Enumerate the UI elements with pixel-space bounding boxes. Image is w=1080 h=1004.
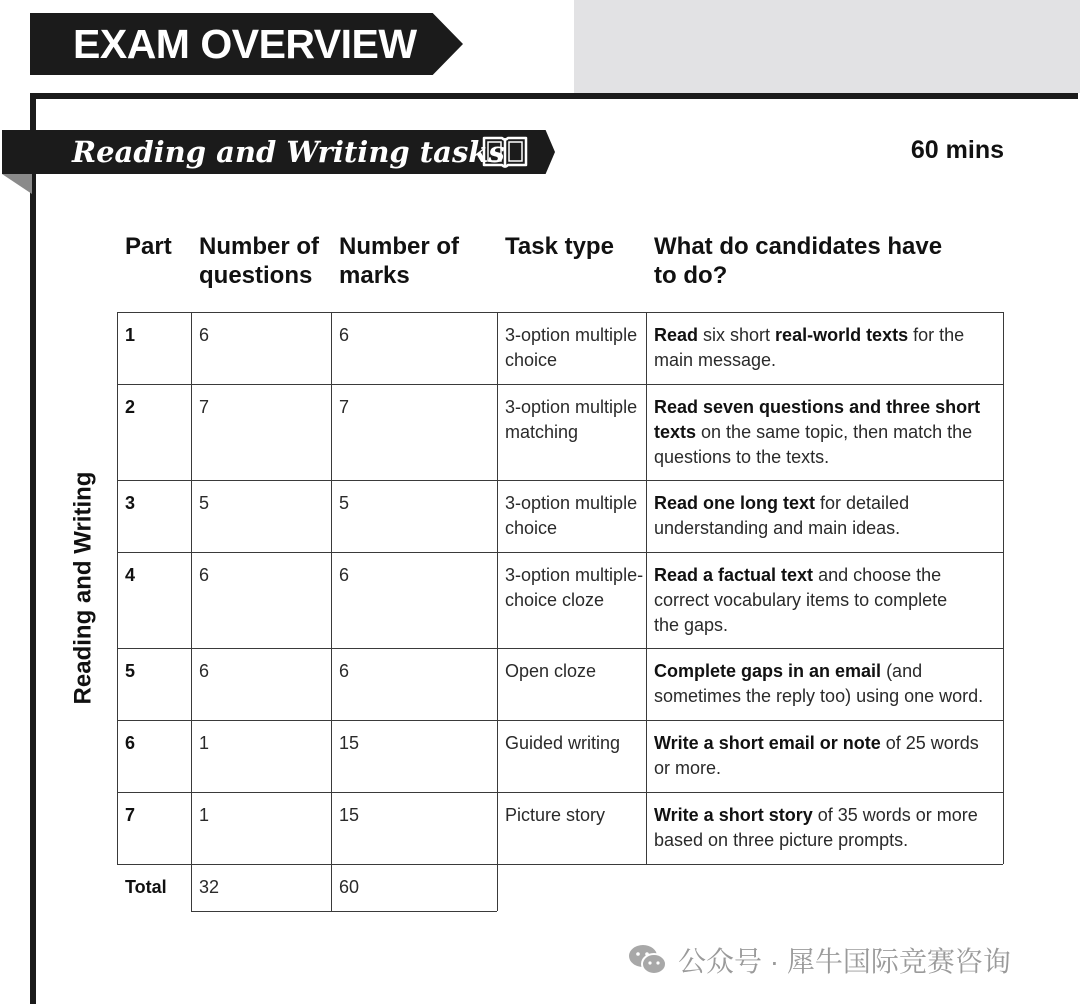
grid-line [117,552,1003,553]
description-text: six short [698,325,776,345]
row-task-type [505,659,645,684]
description-line [654,516,994,541]
watermark [628,940,1011,980]
description-line [654,491,994,516]
description-bold: Read one long text [654,493,816,513]
banner-title: EXAM OVERVIEW [73,21,417,67]
description-text: of 25 words [880,733,979,753]
frame-top-border [30,93,1078,99]
header-task-type: Task type [505,233,614,260]
row-task-type [505,803,645,828]
description-line [654,756,994,781]
watermark-text: 公众号 · 犀牛国际竞赛咨询 [678,946,1011,977]
row-marks: 6 [339,565,350,585]
description-bold: Read [654,325,699,345]
row-questions: 1 [199,733,210,753]
section-bar-fold [2,174,32,194]
grid-line [191,312,192,864]
row-part: 3 [125,493,136,513]
description-text: and choose the [813,565,942,585]
row-questions: 5 [199,493,210,513]
description-line [654,323,994,348]
total-label: Total [125,877,167,897]
task-type-line: Picture story [505,805,606,825]
description-text: main message. [654,350,777,370]
row-part: 1 [125,325,136,345]
row-questions: 6 [199,325,210,345]
description-text: sometimes the reply too) using one word. [654,686,984,706]
row-marks: 6 [339,661,350,681]
task-type-line: choice [505,350,558,370]
row-questions: 6 [199,661,210,681]
description-text: of 35 words or more [812,805,978,825]
grid-line [117,864,1003,865]
description-text: (and [881,661,923,681]
row-task-type [505,731,645,756]
grid-line [117,480,1003,481]
description-text: for detailed [815,493,910,513]
description-bold: Read a factual text [654,565,814,585]
side-label-text: Reading and Writing [69,471,97,704]
description-line [654,659,994,684]
header-todo-line: What do candidates have [654,233,943,260]
row-marks: 7 [339,397,350,417]
grid-line [117,720,1003,721]
grid-line [191,864,192,911]
row-part: 6 [125,733,136,753]
section-duration: 60 mins [910,136,1004,164]
grid-line [191,911,497,912]
row-part: 2 [125,397,136,417]
grid-line [331,312,332,864]
row-description [654,803,994,853]
description-text: for the [908,325,965,345]
frame-left-border [30,93,36,1004]
wechat-icon [628,943,668,977]
task-type-line: 3-option multiple [505,397,638,417]
description-line [654,588,994,613]
row-part: 7 [125,805,136,825]
header-todo [654,232,942,290]
row-task-type [505,491,645,541]
task-type-line: Guided writing [505,733,621,753]
description-text: or more. [654,758,722,778]
task-type-line: Open cloze [505,661,597,681]
description-bold: Write a short story [654,805,813,825]
description-text: on the same topic, then match the [696,422,973,442]
description-bold: Complete gaps in an email [654,661,882,681]
task-type-line: choice [505,518,558,538]
grid-line [117,384,1003,385]
row-description [654,491,994,541]
grid-line [117,312,1003,313]
row-task-type [505,563,645,613]
description-text: questions to the texts. [654,447,830,467]
description-line [654,731,994,756]
task-type-line: matching [505,422,579,442]
total-questions: 32 [199,877,220,897]
description-line [654,395,994,420]
description-line [654,828,994,853]
task-type-line: 3-option multiple- [505,565,644,585]
header-questions-line: Number of [199,233,319,260]
header-marks-line: marks [339,262,410,289]
row-questions: 6 [199,565,210,585]
header-questions-line: questions [199,262,313,289]
row-description [654,731,994,781]
row-questions: 7 [199,397,210,417]
task-type-line: choice cloze [505,590,605,610]
header-marks [339,232,459,290]
description-text: the gaps. [654,615,729,635]
grid-line [497,312,498,864]
grid-line [117,792,1003,793]
description-bold: texts [654,422,697,442]
header-gray-panel [574,0,1080,93]
description-line [654,684,994,709]
grid-line [497,864,498,911]
description-text: based on three picture prompts. [654,830,909,850]
row-description [654,659,994,709]
description-line [654,563,994,588]
row-part: 4 [125,565,136,585]
row-marks: 6 [339,325,350,345]
grid-line [331,864,332,911]
row-part: 5 [125,661,136,681]
section-title: Reading and Writing tasks [72,135,505,169]
description-bold: real-world texts [775,325,909,345]
description-bold: Read seven questions and three short [654,397,981,417]
row-description [654,395,994,470]
row-task-type [505,395,645,445]
task-type-line: 3-option multiple [505,325,638,345]
header-todo-line: to do? [654,262,728,289]
description-line [654,420,994,445]
description-line [654,445,994,470]
open-book-icon [481,134,529,170]
row-marks: 5 [339,493,350,513]
row-description [654,563,994,638]
description-text: understanding and main ideas. [654,518,901,538]
grid-line [117,648,1003,649]
description-line [654,803,994,828]
grid-line [646,312,647,864]
description-text: correct vocabulary items to complete [654,590,948,610]
header-questions [199,232,319,290]
side-label [65,470,101,705]
row-marks: 15 [339,805,360,825]
header-marks-line: Number of [339,233,459,260]
task-type-line: 3-option multiple [505,493,638,513]
row-marks: 15 [339,733,360,753]
grid-line [117,312,118,864]
total-marks: 60 [339,877,360,897]
description-line [654,613,994,638]
row-description [654,323,994,373]
row-questions: 1 [199,805,210,825]
header-part: Part [125,233,172,260]
description-line [654,348,994,373]
grid-line [1003,312,1004,864]
description-bold: Write a short email or note [654,733,881,753]
row-task-type [505,323,645,373]
